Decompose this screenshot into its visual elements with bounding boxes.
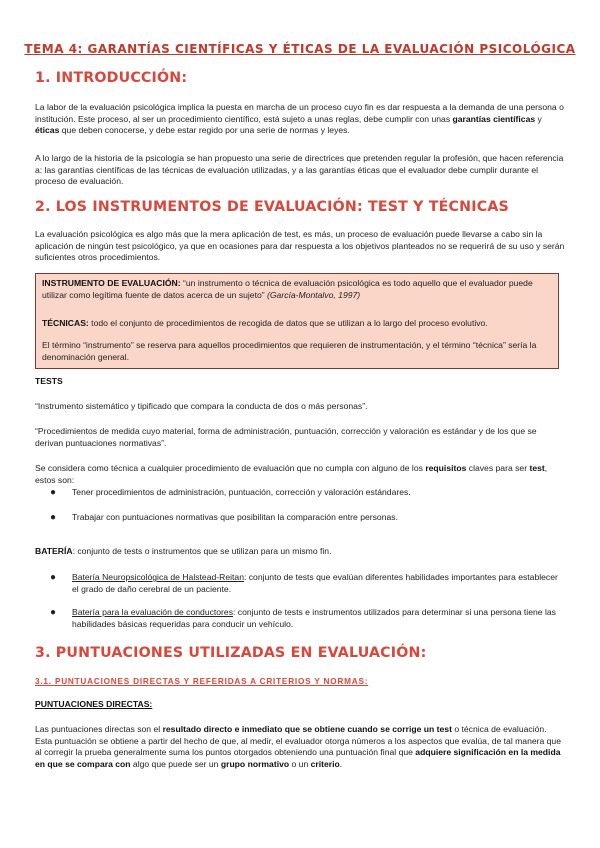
bateria-conductores-link[interactable]: Batería para la evaluación de conductores bbox=[72, 607, 233, 618]
section-heading-puntuaciones: 3. PUNTUACIONES UTILIZADAS EN EVALUACIÓN: bbox=[35, 645, 427, 661]
definition-instrumento: INSTRUMENTO DE EVALUACIÓN: “un instrumento o técnica de evaluación psicológica es todo aquello que el evaluador puede utilizar como legítima fuente de datos acerca de un sujeto” (García-Montalvo, 1997) bbox=[42, 278, 533, 300]
intro-paragraph-1: La labor de la evaluación psicológica implica la puesta en marcha de un proceso cuyo fin es dar respuesta a la demanda de una persona o institución. Este proceso, al ser un procedimiento científico, está sujeto a unas reglas, debe cumplir con unas garantías científicas y éticas que deben conocerse, y debe estar regido por una serie de normas y leyes. bbox=[35, 102, 564, 136]
tests-quote-1: “Instrumento sistemático y tipificado que compara la conducta de dos o más personas”. bbox=[35, 401, 368, 411]
list-item: ● Batería para la evaluación de conductores: conjunto de tests e instrumentos utilizados para determinar si una persona tiene las habilidades básicas requeridas para conducir un vehículo. bbox=[50, 607, 556, 629]
definitions-box bbox=[35, 273, 559, 369]
requisitos-list bbox=[50, 487, 565, 523]
section-heading-introduccion: 1. INTRODUCCIÓN: bbox=[35, 70, 188, 86]
puntuaciones-directas-paragraph: Las puntuaciones directas son el resultado directo e inmediato que se obtiene cuando se corrige un test o técnica de evaluación. Esta puntuación se obtiene a partir del hecho de que, al medir, el evaluador otorga números a los aspectos que evalúa, de tal manera que al corregir la prueba generalmente suma los puntos otorgados obteniendo una puntuación final que adquiere significación en la medida en que se compara con algo que puede ser un grupo normativo o un criterio. bbox=[35, 724, 561, 769]
list-item: ● Trabajar con puntuaciones normativas que posibilitan la comparación entre personas. bbox=[50, 511, 398, 523]
intro-paragraph-2: A lo largo de la historia de la psicología se han propuesto una serie de directrices que pretenden regular la profesión, que hacen referencia a: las garantías científicas de las técnicas de evaluación utilizadas, y a las garantías éticas que el evaluador debe cumplir durante el proceso de evaluación. bbox=[35, 153, 564, 187]
page-title: TEMA 4: GARANTÍAS CIENTÍFICAS Y ÉTICAS DE LA EVALUACIÓN PSICOLÓGICA bbox=[24, 42, 576, 56]
tests-label: TESTS bbox=[35, 376, 63, 386]
definition-note: El término “instrumento” se reserva para aquellos procedimientos que requieren de instrumentación, y el término “técnica” sería la denominación general. bbox=[42, 340, 537, 362]
subsection-heading: 3.1. PUNTUACIONES DIRECTAS Y REFERIDAS A CRITERIOS Y NORMAS: bbox=[35, 677, 369, 686]
baterias-list bbox=[50, 572, 565, 630]
tecnica-paragraph: Se considera como técnica a cualquier procedimiento de evaluación que no cumpla con alguno de los requisitos claves para ser test, estos son: bbox=[35, 463, 548, 485]
instrumentos-paragraph: La evaluación psicológica es algo más que la mera aplicación de test, es más, un proceso de evaluación puede llevarse a cabo sin la aplicación de ningún test psicológico, ya que en ocasiones para dar respuesta a los objetivos planteados no se requerirá de su uso y serán suficientes otros procedimientos. bbox=[35, 229, 565, 263]
list-item: ● Batería Neuropsicológica de Halstead-Reitan: conjunto de tests que evalúan diferentes habilidades importantes para establecer el grado de daño cerebral de un paciente. bbox=[50, 572, 558, 594]
puntuaciones-directas-label: PUNTUACIONES DIRECTAS: bbox=[35, 699, 153, 709]
list-item: ● Tener procedimientos de administración, puntuación, corrección y valoración estándares. bbox=[50, 487, 411, 498]
bateria-definition: BATERÍA: conjunto de tests o instrumentos que se utilizan para un mismo fin. bbox=[35, 546, 332, 556]
section-heading-instrumentos: 2. LOS INSTRUMENTOS DE EVALUACIÓN: TEST Y TÉCNICAS bbox=[35, 199, 509, 215]
bateria-halstead-link[interactable]: Batería Neuropsicológica de Halstead-Reitan bbox=[72, 572, 244, 582]
definition-tecnicas: TÉCNICAS: todo el conjunto de procedimientos de recogida de datos que se utilizan a lo largo del proceso evolutivo. bbox=[42, 318, 488, 328]
tests-quote-2: “Procedimientos de medida cuyo material, forma de administración, puntuación, corrección y valoración es estándar y de los que se derivan puntuaciones normativas”. bbox=[35, 426, 537, 448]
